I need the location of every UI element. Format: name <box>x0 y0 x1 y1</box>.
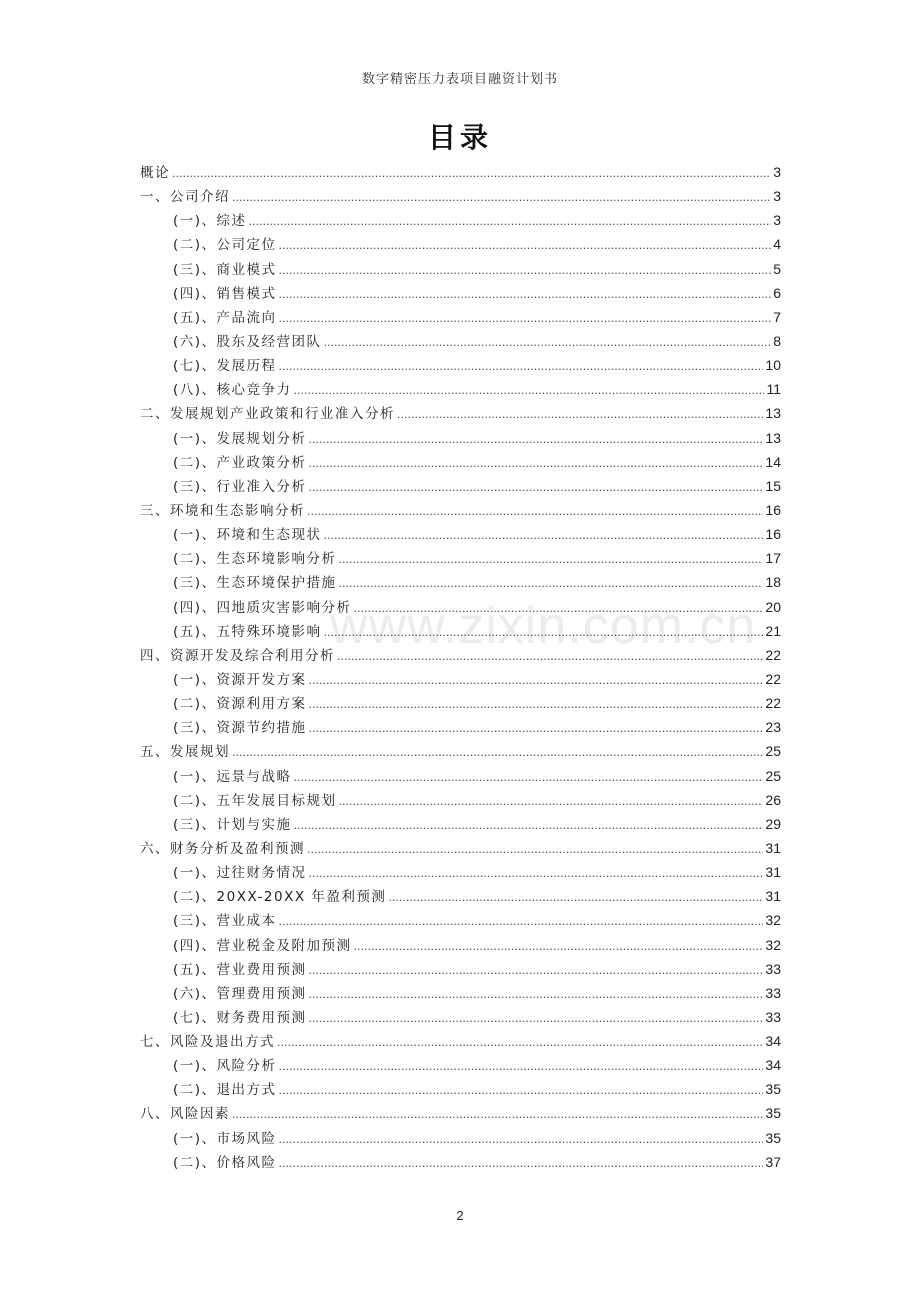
dot-leader <box>309 959 764 983</box>
dot-leader <box>232 1103 763 1127</box>
toc-entry[interactable] <box>140 329 781 353</box>
dot-leader <box>309 693 764 717</box>
toc-entry-page: 4 <box>773 236 781 253</box>
dot-leader <box>279 283 772 307</box>
toc-entry[interactable] <box>140 474 781 498</box>
page-number: 2 <box>456 1208 464 1223</box>
toc-entry[interactable] <box>140 957 781 981</box>
toc-entry-page: 32 <box>765 912 781 929</box>
toc-entry-label: (二)、价格风险 <box>173 1154 277 1171</box>
toc-entry-page: 16 <box>765 526 781 543</box>
dot-leader <box>279 1152 764 1176</box>
toc-entry[interactable] <box>140 498 781 522</box>
toc-entry-page: 31 <box>765 888 781 905</box>
toc-entry-page: 3 <box>773 212 781 229</box>
toc-entry-page: 21 <box>765 622 781 639</box>
toc-entry-label: (一)、市场风险 <box>173 1130 277 1147</box>
toc-entry-label: 五、发展规划 <box>140 744 230 761</box>
dot-leader <box>232 741 763 765</box>
toc-entry-label: (三)、商业模式 <box>173 261 277 278</box>
dot-leader <box>324 621 764 645</box>
toc-entry[interactable] <box>140 812 781 836</box>
toc-entry-label: (八)、核心竞争力 <box>173 382 292 399</box>
toc-entry-label: (四)、四地质灾害影响分析 <box>173 599 352 616</box>
toc-entry-page: 34 <box>765 1057 781 1074</box>
toc-entry[interactable] <box>140 377 781 401</box>
toc-entry-label: (一)、风险分析 <box>173 1058 277 1075</box>
toc-entry[interactable] <box>140 764 781 788</box>
toc-entry-label: (二)、生态环境影响分析 <box>173 551 337 568</box>
toc-entry-page: 33 <box>765 960 781 977</box>
dot-leader <box>339 548 764 572</box>
toc-entry-page: 25 <box>765 743 781 760</box>
toc-entry[interactable] <box>140 570 781 594</box>
toc-entry[interactable] <box>140 232 781 256</box>
toc-entry[interactable] <box>140 1101 781 1125</box>
dot-leader <box>309 983 764 1007</box>
toc-entry[interactable] <box>140 619 781 643</box>
running-header: 数字精密压力表项目融资计划书 <box>361 72 558 87</box>
toc-entry[interactable] <box>140 595 781 619</box>
toc-entry-label: 四、资源开发及综合利用分析 <box>140 647 335 664</box>
toc-entry-page: 29 <box>765 815 781 832</box>
toc-entry[interactable] <box>140 160 781 184</box>
toc-entry-page: 31 <box>765 864 781 881</box>
toc-entry-page: 33 <box>765 1008 781 1025</box>
toc-entry[interactable] <box>140 908 781 932</box>
dot-leader <box>277 1031 763 1055</box>
toc-entry[interactable] <box>140 739 781 763</box>
dot-leader <box>339 572 764 596</box>
toc-entry-page: 35 <box>765 1129 781 1146</box>
toc-entry[interactable] <box>140 643 781 667</box>
dot-leader <box>339 790 764 814</box>
dot-leader <box>279 234 772 258</box>
dot-leader <box>279 1079 764 1103</box>
toc-entry-label: (五)、营业费用预测 <box>173 961 307 978</box>
toc-entry-label: (三)、生态环境保护措施 <box>173 575 337 592</box>
toc-entry[interactable] <box>140 281 781 305</box>
toc-entry-label: (三)、营业成本 <box>173 913 277 930</box>
toc-entry-page: 3 <box>773 188 781 205</box>
dot-leader <box>337 645 763 669</box>
toc-entry-page: 22 <box>765 695 781 712</box>
toc-entry-page: 22 <box>765 646 781 663</box>
table-of-contents <box>140 160 781 1174</box>
dot-leader <box>324 524 764 548</box>
toc-entry[interactable] <box>140 691 781 715</box>
toc-entry-label: 二、发展规划产业政策和行业准入分析 <box>140 406 395 423</box>
toc-entry-label: (二)、五年发展目标规划 <box>173 792 337 809</box>
toc-entry-page: 34 <box>765 1033 781 1050</box>
toc-entry-label: (一)、环境和生态现状 <box>173 527 322 544</box>
toc-entry-page: 31 <box>765 839 781 856</box>
toc-entry-page: 5 <box>773 260 781 277</box>
toc-entry[interactable] <box>140 305 781 329</box>
dot-leader <box>279 259 772 283</box>
dot-leader <box>354 597 764 621</box>
dot-leader <box>279 1128 764 1152</box>
dot-leader <box>294 814 764 838</box>
toc-entry-label: (一)、资源开发方案 <box>173 671 307 688</box>
toc-entry[interactable] <box>140 667 781 691</box>
toc-entry-page: 33 <box>765 984 781 1001</box>
dot-leader <box>309 1007 764 1031</box>
toc-entry-page: 13 <box>765 405 781 422</box>
toc-entry[interactable] <box>140 884 781 908</box>
toc-entry-label: (二)、产业政策分析 <box>173 454 307 471</box>
toc-entry-label: (三)、计划与实施 <box>173 816 292 833</box>
toc-entry[interactable] <box>140 1005 781 1029</box>
toc-entry-page: 3 <box>773 164 781 180</box>
toc-entry-page: 32 <box>765 936 781 953</box>
dot-leader <box>309 669 764 693</box>
toc-entry-page: 11 <box>766 381 781 398</box>
toc-entry-label: (二)、公司定位 <box>173 237 277 254</box>
toc-entry-page: 20 <box>765 598 781 615</box>
toc-entry-page: 17 <box>765 550 781 567</box>
dot-leader <box>279 307 772 331</box>
dot-leader <box>249 210 772 234</box>
toc-entry-page: 10 <box>765 357 781 374</box>
toc-entry-label: (一)、发展规划分析 <box>173 430 307 447</box>
toc-entry-page: 15 <box>765 477 781 494</box>
toc-entry-label: (六)、股东及经营团队 <box>173 333 322 350</box>
page-title: 目录 <box>427 121 492 154</box>
dot-leader <box>309 476 764 500</box>
toc-entry[interactable] <box>140 860 781 884</box>
toc-entry[interactable] <box>140 208 781 232</box>
dot-leader <box>309 428 764 452</box>
toc-entry-label: (一)、过往财务情况 <box>173 865 307 882</box>
toc-entry-label: (五)、产品流向 <box>173 309 277 326</box>
toc-entry-label: 七、风险及退出方式 <box>140 1034 275 1051</box>
toc-entry[interactable] <box>140 836 781 860</box>
dot-leader <box>307 500 763 524</box>
toc-entry-label: (五)、五特殊环境影响 <box>173 623 322 640</box>
toc-entry[interactable] <box>140 546 781 570</box>
toc-entry-label: (三)、资源节约措施 <box>173 720 307 737</box>
toc-entry-page: 7 <box>773 308 781 325</box>
toc-entry-label: (四)、营业税金及附加预测 <box>173 937 352 954</box>
dot-leader <box>388 886 763 910</box>
toc-entry[interactable] <box>140 426 781 450</box>
toc-entry[interactable] <box>140 1077 781 1101</box>
toc-entry-page: 6 <box>773 284 781 301</box>
toc-entry[interactable] <box>140 788 781 812</box>
toc-entry-page: 22 <box>765 670 781 687</box>
toc-entry[interactable] <box>140 522 781 546</box>
toc-entry-page: 18 <box>765 574 781 591</box>
toc-entry-page: 37 <box>765 1153 781 1170</box>
toc-entry-page: 14 <box>765 453 781 470</box>
toc-entry[interactable] <box>140 715 781 739</box>
dot-leader <box>279 1055 764 1079</box>
toc-entry-label: 一、公司介绍 <box>140 189 230 206</box>
dot-leader <box>172 162 771 186</box>
dot-leader <box>309 862 764 886</box>
toc-entry-label: (二)、20XX-20XX 年盈利预测 <box>173 889 387 906</box>
toc-entry-label: (二)、资源利用方案 <box>173 696 307 713</box>
toc-entry[interactable] <box>140 184 781 208</box>
toc-entry[interactable] <box>140 450 781 474</box>
toc-entry-page: 35 <box>765 1081 781 1098</box>
toc-entry-label: (一)、远景与战略 <box>173 768 292 785</box>
toc-entry-label: 八、风险因素 <box>140 1106 230 1123</box>
toc-entry-page: 23 <box>765 719 781 736</box>
dot-leader <box>294 379 765 403</box>
toc-entry[interactable] <box>140 257 781 281</box>
watermark: www.zixin.com.cn <box>330 597 757 655</box>
toc-entry-label: (二)、退出方式 <box>173 1082 277 1099</box>
dot-leader <box>307 838 763 862</box>
dot-leader <box>232 186 771 210</box>
toc-entry[interactable] <box>140 933 781 957</box>
toc-entry[interactable] <box>140 1053 781 1077</box>
toc-entry-page: 16 <box>765 501 781 518</box>
toc-entry-label: (三)、行业准入分析 <box>173 478 307 495</box>
toc-entry-page: 8 <box>773 332 781 349</box>
toc-entry-label: 六、财务分析及盈利预测 <box>140 840 305 857</box>
toc-entry-page: 25 <box>765 767 781 784</box>
toc-entry-page: 26 <box>765 791 781 808</box>
toc-entry-page: 35 <box>765 1105 781 1122</box>
toc-entry-label: (六)、管理费用预测 <box>173 985 307 1002</box>
dot-leader <box>397 403 763 427</box>
dot-leader <box>309 452 764 476</box>
toc-entry-label: (一)、综述 <box>173 213 247 230</box>
toc-entry[interactable] <box>140 1126 781 1150</box>
toc-entry-label: 三、环境和生态影响分析 <box>140 502 305 519</box>
dot-leader <box>309 717 764 741</box>
toc-entry-label: (七)、财务费用预测 <box>173 1009 307 1026</box>
dot-leader <box>324 331 772 355</box>
toc-entry[interactable] <box>140 981 781 1005</box>
dot-leader <box>354 935 764 959</box>
dot-leader <box>279 910 764 934</box>
toc-entry-label: (七)、发展历程 <box>173 358 277 375</box>
toc-entry[interactable] <box>140 401 781 425</box>
toc-entry-label: 概论 <box>140 165 170 181</box>
dot-leader <box>294 766 764 790</box>
toc-entry[interactable] <box>140 353 781 377</box>
toc-entry-label: (四)、销售模式 <box>173 285 277 302</box>
toc-entry[interactable] <box>140 1029 781 1053</box>
toc-entry-page: 13 <box>765 429 781 446</box>
dot-leader <box>279 355 764 379</box>
toc-entry[interactable] <box>140 1150 781 1174</box>
